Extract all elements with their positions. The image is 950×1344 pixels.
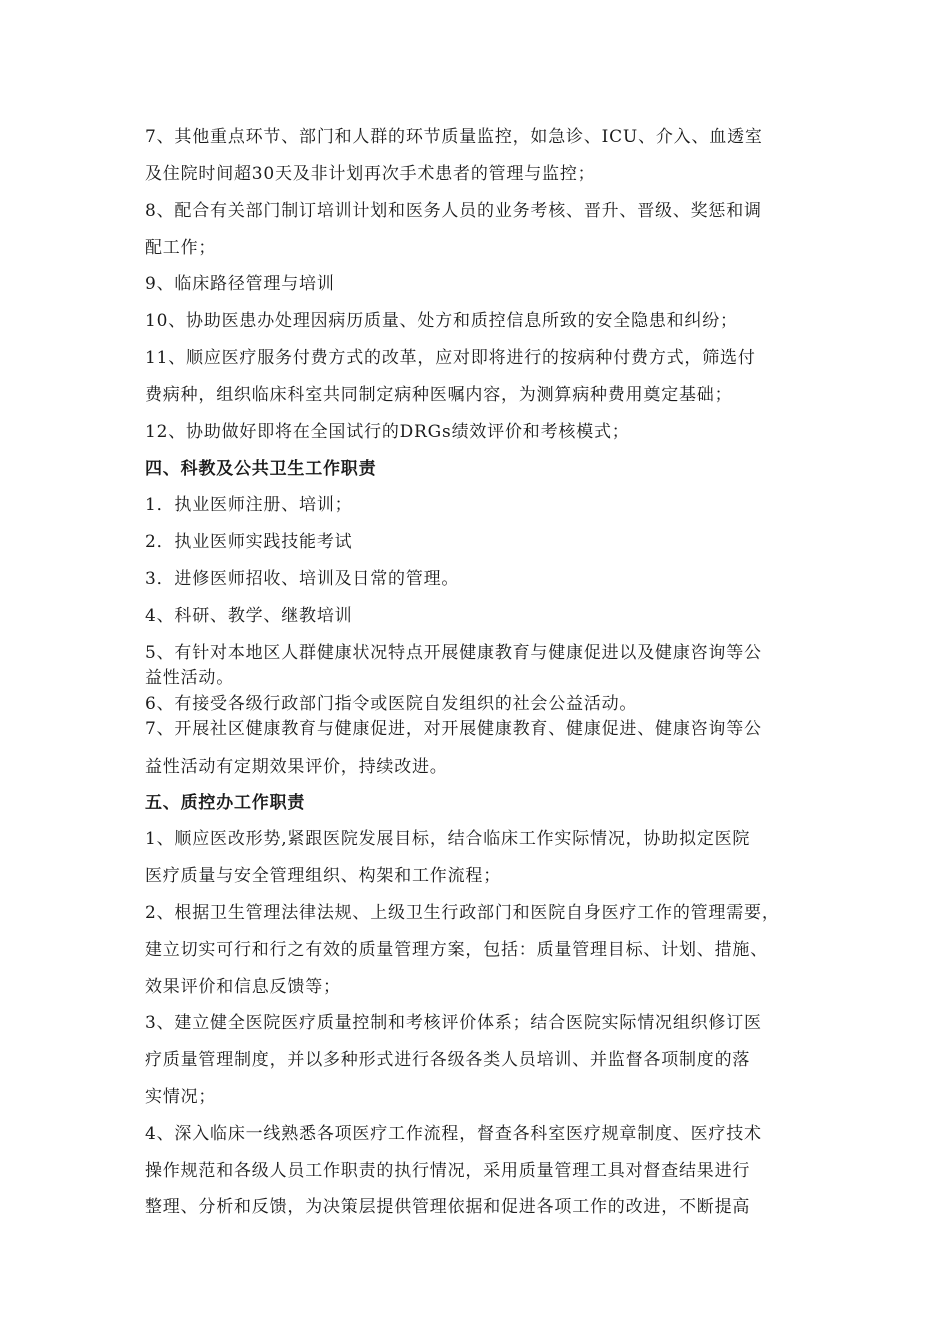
section-5-item-1-line-1: 1、顺应医改形势,紧跟医院发展目标，结合临床工作实际情况，协助拟定医院 <box>145 829 751 849</box>
section-5-item-3-line-3: 实情况； <box>145 1087 217 1107</box>
section-5-heading: 五、质控办工作职责 <box>145 793 306 813</box>
section-4-item-2: 2．执业医师实践技能考试 <box>145 532 353 552</box>
section-4-heading: 四、科教及公共卫生工作职责 <box>145 459 377 479</box>
item-11-line-2: 费病种，组织临床科室共同制定病种医嘱内容，为测算病种费用奠定基础； <box>145 385 733 405</box>
section-5-item-4-line-2: 操作规范和各级人员工作职责的执行情况，采用质量管理工具对督查结果进行 <box>145 1161 751 1181</box>
item-12: 12、协助做好即将在全国试行的DRGs绩效评价和考核模式； <box>145 422 630 442</box>
section-4-item-3: 3．进修医师招收、培训及日常的管理。 <box>145 569 460 589</box>
section-4-item-4: 4、科研、教学、继教培训 <box>145 606 353 626</box>
section-4-item-1: 1．执业医师注册、培训； <box>145 495 353 515</box>
item-7-line-2: 及住院时间超30天及非计划再次手术患者的管理与监控； <box>145 164 596 184</box>
section-4-item-7-line-2: 益性活动有定期效果评价，持续改进。 <box>145 757 448 777</box>
section-4-item-6: 6、有接受各级行政部门指令或医院自发组织的社会公益活动。 <box>145 694 638 714</box>
section-5-item-3-line-2: 疗质量管理制度，并以多种形式进行各级各类人员培训、并监督各项制度的落 <box>145 1050 751 1070</box>
item-10: 10、协助医患办处理因病历质量、处方和质控信息所致的安全隐患和纠纷； <box>145 311 738 331</box>
item-11-line-1: 11、顺应医疗服务付费方式的改革，应对即将进行的按病种付费方式，筛选付 <box>145 348 756 368</box>
item-7-line-1: 7、其他重点环节、部门和人群的环节质量监控，如急诊、ICU、介入、血透室 <box>145 127 763 147</box>
section-5-item-3-line-1: 3、建立健全医院医疗质量控制和考核评价体系；结合医院实际情况组织修订医 <box>145 1013 762 1033</box>
section-5-item-4-line-3: 整理、分析和反馈，为决策层提供管理依据和促进各项工作的改进，不断提高 <box>145 1197 751 1217</box>
section-4-item-7-line-1: 7、开展社区健康教育与健康促进，对开展健康教育、健康促进、健康咨询等公 <box>145 719 762 739</box>
section-5-item-2-line-3: 效果评价和信息反馈等； <box>145 977 341 997</box>
section-5-item-2-line-2: 建立切实可行和行之有效的质量管理方案，包括：质量管理目标、计划、措施、 <box>145 940 768 960</box>
section-5-item-4-line-1: 4、深入临床一线熟悉各项医疗工作流程，督查各科室医疗规章制度、医疗技术 <box>145 1124 762 1144</box>
section-4-item-5-line-2: 益性活动。 <box>145 668 234 688</box>
item-8-line-1: 8、配合有关部门制订培训计划和医务人员的业务考核、晋升、晋级、奖惩和调 <box>145 201 762 221</box>
section-4-item-5-line-1: 5、有针对本地区人群健康状况特点开展健康教育与健康促进以及健康咨询等公 <box>145 643 762 663</box>
item-8-line-2: 配工作； <box>145 238 217 258</box>
section-5-item-2-line-1: 2、根据卫生管理法律法规、上级卫生行政部门和医院自身医疗工作的管理需要， <box>145 903 780 923</box>
item-9: 9、临床路径管理与培训 <box>145 274 335 294</box>
section-5-item-1-line-2: 医疗质量与安全管理组织、构架和工作流程； <box>145 866 501 886</box>
